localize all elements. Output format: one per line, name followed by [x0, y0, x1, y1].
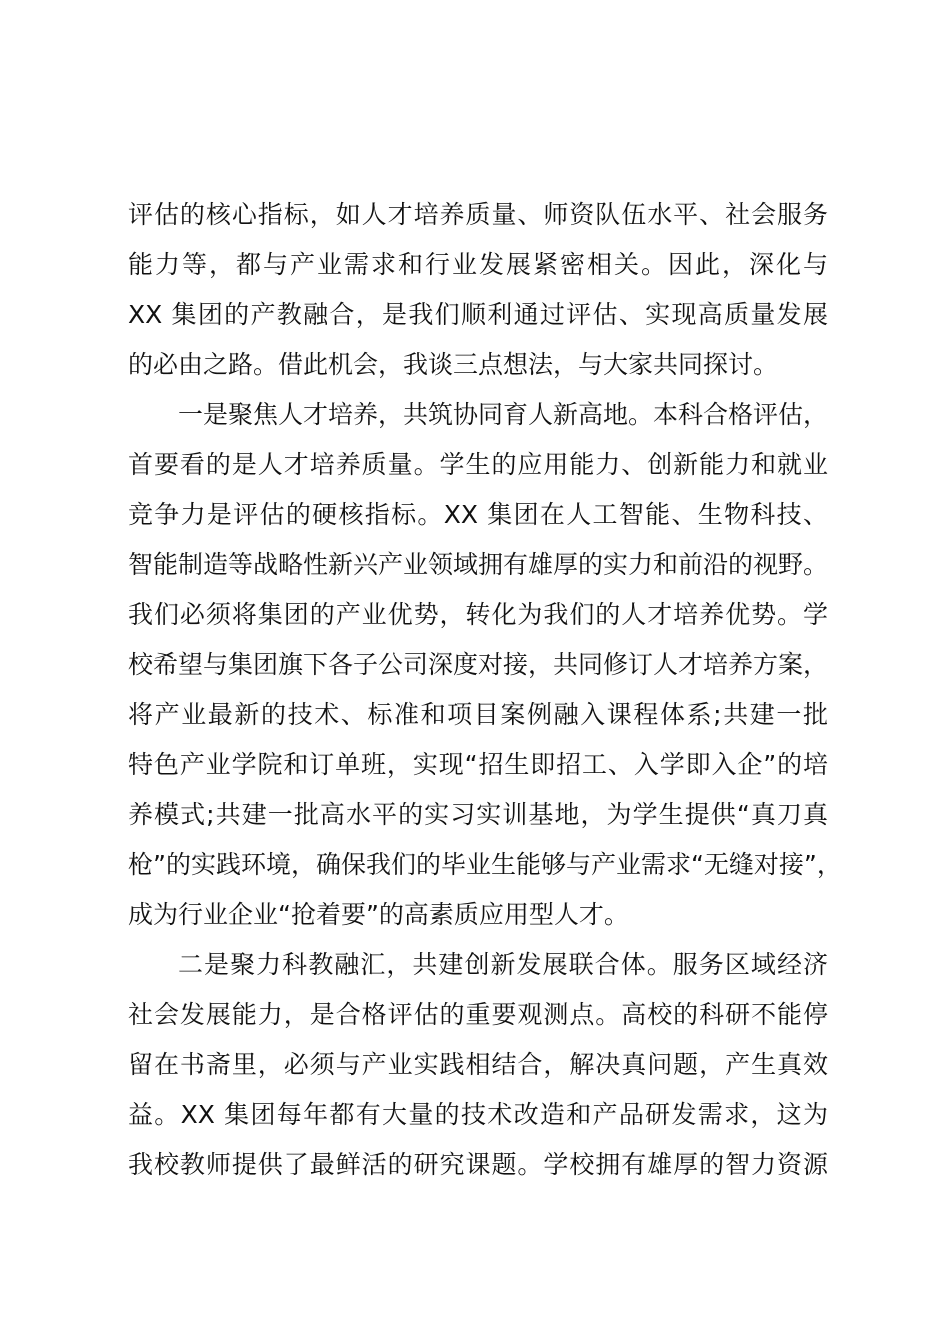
text-line: 首要看的是人才培养质量。学生的应用能力、创新能力和就业 [128, 450, 828, 479]
paragraph-3 [128, 940, 828, 1190]
text-line: 留在书斋里，必须与产业实践相结合，解决真问题，产生真效 [128, 1050, 828, 1079]
text-line: 能力等，都与产业需求和行业发展紧密相关。因此，深化与 [128, 250, 828, 279]
paragraph-1 [128, 190, 828, 390]
text-line: 将产业最新的技术、标准和项目案例融入课程体系;共建一批 [128, 700, 828, 729]
text-line: 我校教师提供了最鲜活的研究课题。学校拥有雄厚的智力资源 [128, 1150, 828, 1179]
text-line: 校希望与集团旗下各子公司深度对接，共同修订人才培养方案， [128, 650, 829, 679]
text-line: 特色产业学院和订单班，实现“招生即招工、入学即入企”的培 [128, 750, 828, 779]
text-line: 二是聚力科教融汇，共建创新发展联合体。服务区域经济 [178, 950, 828, 979]
text-line: 的必由之路。借此机会，我谈三点想法，与大家共同探讨。 [128, 350, 779, 379]
text-line: 竞争力是评估的硬核指标。XX 集团在人工智能、生物科技、 [128, 500, 828, 529]
document-body [128, 190, 842, 1190]
text-line: 一是聚焦人才培养，共筑协同育人新高地。本科合格评估， [178, 400, 829, 429]
text-line: 枪”的实践环境，确保我们的毕业生能够与产业需求“无缝对接”， [128, 850, 842, 879]
text-line: XX 集团的产教融合，是我们顺利通过评估、实现高质量发展 [128, 300, 828, 329]
text-line: 智能制造等战略性新兴产业领域拥有雄厚的实力和前沿的视野。 [128, 550, 829, 579]
text-line: 评估的核心指标，如人才培养质量、师资队伍水平、社会服务 [128, 200, 828, 229]
text-line: 养模式;共建一批高水平的实习实训基地，为学生提供“真刀真 [128, 800, 828, 829]
text-line: 社会发展能力，是合格评估的重要观测点。高校的科研不能停 [128, 1000, 828, 1029]
text-line: 益。XX 集团每年都有大量的技术改造和产品研发需求，这为 [128, 1100, 828, 1129]
text-line: 我们必须将集团的产业优势，转化为我们的人才培养优势。学 [128, 600, 828, 629]
paragraph-2 [128, 390, 842, 940]
text-line: 成为行业企业“抢着要”的高素质应用型人才。 [128, 900, 629, 929]
